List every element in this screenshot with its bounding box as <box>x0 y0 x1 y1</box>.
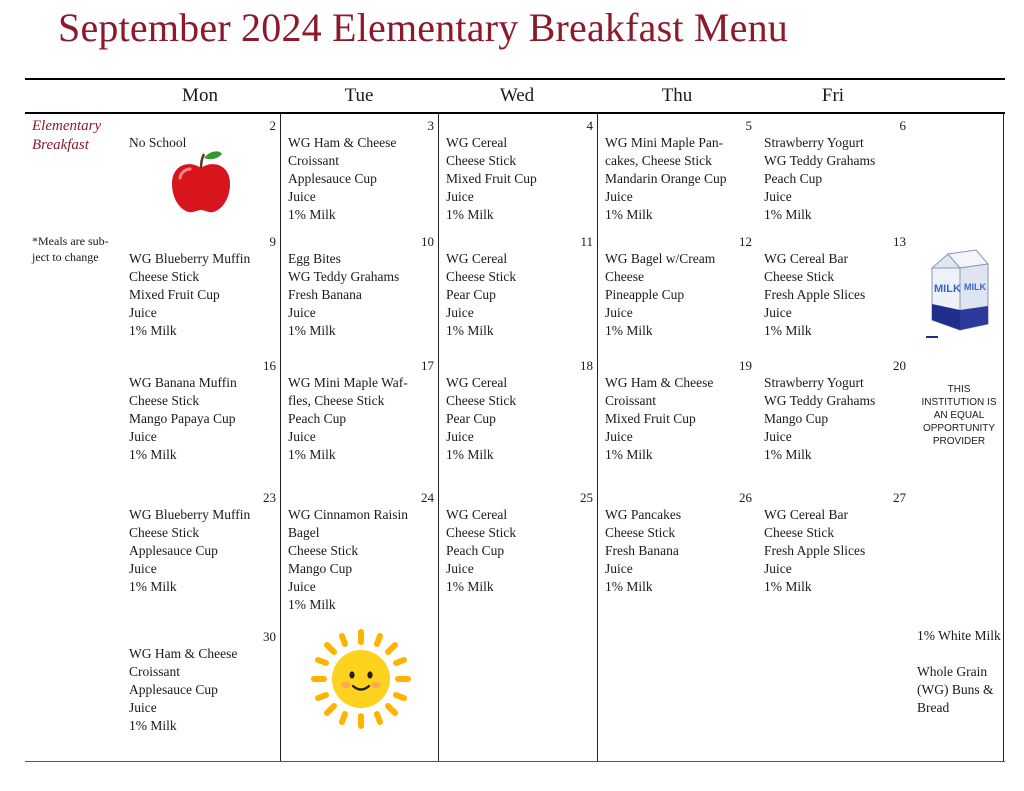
day-cell <box>764 117 906 224</box>
day-header-thu: Thu <box>661 85 693 106</box>
bottom-rule <box>25 761 1005 762</box>
menu-item: 1% Milk <box>605 323 653 338</box>
day-number: 2 <box>269 118 276 133</box>
menu-item: WG Blueberry Muffin <box>129 251 251 266</box>
day-cell <box>288 117 434 224</box>
meals-subject-note: *Meals are sub-ject to change <box>32 234 109 264</box>
day-number: 20 <box>893 358 906 373</box>
header-top-rule <box>25 78 1005 80</box>
menu-item: Peach Cup <box>764 171 823 186</box>
menu-item: Cheese Stick <box>129 393 200 408</box>
menu-item: Applesauce Cup <box>288 171 377 186</box>
menu-item: Cheese <box>605 269 644 284</box>
menu-item: Mango Cup <box>764 411 829 426</box>
day-number: 12 <box>739 234 752 249</box>
menu-item: WG Bagel w/Cream <box>605 251 716 266</box>
column-divider <box>597 114 598 762</box>
menu-item: Pineapple Cup <box>605 287 685 302</box>
menu-item: Fresh Apple Slices <box>764 543 866 558</box>
menu-item: 1% Milk <box>605 447 653 462</box>
day-cell <box>605 489 752 596</box>
menu-item: Applesauce Cup <box>129 543 218 558</box>
menu-item: Juice <box>764 305 792 320</box>
day-number: 4 <box>586 118 593 133</box>
footnote-milk: 1% White Milk <box>917 628 1001 643</box>
day-number: 17 <box>421 358 434 373</box>
menu-item: WG Mini Maple Pan- <box>605 135 724 150</box>
menu-item: Juice <box>764 189 792 204</box>
sidebar-title-line: Elementary <box>32 118 102 134</box>
menu-item: Croissant <box>605 393 657 408</box>
menu-item: Strawberry Yogurt <box>764 375 864 390</box>
menu-item: Pear Cup <box>446 287 496 302</box>
page-title: September 2024 Elementary Breakfast Menu <box>58 5 788 50</box>
day-cell <box>605 357 752 464</box>
menu-item: WG Cinnamon Raisin <box>288 507 408 522</box>
menu-item: 1% Milk <box>605 207 653 222</box>
apple-icon <box>166 148 236 218</box>
menu-item: 1% Milk <box>764 579 812 594</box>
menu-item: WG Cereal <box>446 375 508 390</box>
day-number: 16 <box>263 358 276 373</box>
menu-item: Juice <box>605 561 633 576</box>
svg-text:MILK: MILK <box>934 283 961 295</box>
day-cell <box>446 117 593 224</box>
menu-item: Cheese Stick <box>446 525 517 540</box>
day-number: 23 <box>263 490 276 505</box>
menu-item: Juice <box>764 561 792 576</box>
menu-item: Juice <box>605 305 633 320</box>
menu-item: Juice <box>129 305 157 320</box>
day-cell <box>764 357 906 464</box>
day-number: 25 <box>580 490 593 505</box>
day-number: 9 <box>269 234 276 249</box>
menu-item: Juice <box>446 189 474 204</box>
day-number: 5 <box>745 118 752 133</box>
menu-item: Juice <box>764 429 792 444</box>
day-number: 27 <box>893 490 906 505</box>
menu-item: 1% Milk <box>288 447 336 462</box>
menu-item: Cheese Stick <box>129 269 200 284</box>
day-cell <box>446 489 593 596</box>
day-cell <box>764 489 906 596</box>
menu-item: No School <box>129 135 187 150</box>
menu-item: Juice <box>288 429 316 444</box>
day-cell <box>605 117 752 224</box>
menu-item: Juice <box>446 429 474 444</box>
menu-item: Juice <box>288 189 316 204</box>
menu-item: Juice <box>129 429 157 444</box>
menu-item: 1% Milk <box>446 207 494 222</box>
footnotes <box>917 627 1007 735</box>
day-number: 30 <box>263 629 276 644</box>
menu-item: 1% Milk <box>129 323 177 338</box>
menu-item: Fresh Banana <box>288 287 362 302</box>
menu-item: Juice <box>288 305 316 320</box>
equal-opportunity-statement: THIS INSTITUTION IS AN EQUAL OPPORTUNITY PROVIDER <box>921 384 997 447</box>
column-divider <box>280 114 281 762</box>
menu-item: Mixed Fruit Cup <box>129 287 220 302</box>
day-number: 10 <box>421 234 434 249</box>
menu-item: 1% Milk <box>288 323 336 338</box>
day-cell <box>129 357 276 464</box>
menu-item: Fresh Banana <box>605 543 679 558</box>
menu-item: Cheese Stick <box>129 525 200 540</box>
menu-item: WG Pancakes <box>605 507 682 522</box>
menu-item: WG Cereal <box>446 251 508 266</box>
menu-item: 1% Milk <box>129 447 177 462</box>
day-cell <box>129 489 276 596</box>
day-header-wed: Wed <box>499 85 535 106</box>
day-cell <box>129 233 276 340</box>
day-header-mon: Mon <box>182 85 218 106</box>
menu-item: Juice <box>129 700 157 715</box>
menu-item: 1% Milk <box>764 447 812 462</box>
menu-item: WG Banana Muffin <box>129 375 237 390</box>
day-cell <box>764 233 906 340</box>
menu-item: Egg Bites <box>288 251 341 266</box>
day-cell <box>129 117 276 152</box>
day-cell <box>288 233 434 340</box>
menu-item: WG Ham & Cheese <box>288 135 397 150</box>
footnote-whole-grain: Whole Grain (WG) Buns & Bread <box>917 664 994 715</box>
day-number: 11 <box>580 234 593 249</box>
menu-item: Applesauce Cup <box>129 682 218 697</box>
column-divider <box>438 114 439 762</box>
menu-item: WG Teddy Grahams <box>764 153 876 168</box>
menu-item: Juice <box>129 561 157 576</box>
menu-item: Cheese Stick <box>446 269 517 284</box>
menu-item: WG Cereal <box>446 135 508 150</box>
menu-item: WG Blueberry Muffin <box>129 507 251 522</box>
menu-item: Juice <box>605 189 633 204</box>
day-cell <box>446 233 593 340</box>
milk-carton-icon <box>926 246 992 342</box>
day-number: 3 <box>427 118 434 133</box>
menu-item: fles, Cheese Stick <box>288 393 385 408</box>
day-cell <box>605 233 752 340</box>
menu-item: Cheese Stick <box>605 525 676 540</box>
menu-item: Cheese Stick <box>446 153 517 168</box>
menu-item: WG Cereal Bar <box>764 251 848 266</box>
menu-item: 1% Milk <box>288 597 336 612</box>
menu-item: WG Cereal Bar <box>764 507 848 522</box>
sun-icon <box>310 628 412 730</box>
day-cell <box>446 357 593 464</box>
menu-item: Croissant <box>129 664 181 679</box>
menu-item: Croissant <box>288 153 340 168</box>
menu-item: Peach Cup <box>446 543 505 558</box>
day-cell <box>129 628 276 735</box>
menu-item: Mango Cup <box>288 561 353 576</box>
menu-item: WG Teddy Grahams <box>288 269 400 284</box>
menu-item: Cheese Stick <box>288 543 359 558</box>
day-number: 26 <box>739 490 752 505</box>
sidebar-title <box>32 117 101 155</box>
menu-item: Cheese Stick <box>446 393 517 408</box>
menu-item: WG Cereal <box>446 507 508 522</box>
menu-item: Cheese Stick <box>764 269 835 284</box>
svg-text:MILK: MILK <box>964 282 986 292</box>
menu-item: 1% Milk <box>129 718 177 733</box>
menu-item: Cheese Stick <box>764 525 835 540</box>
menu-item: Mandarin Orange Cup <box>605 171 727 186</box>
menu-item: 1% Milk <box>129 579 177 594</box>
menu-item: Mixed Fruit Cup <box>446 171 537 186</box>
menu-item: Strawberry Yogurt <box>764 135 864 150</box>
menu-item: Peach Cup <box>288 411 347 426</box>
menu-item: cakes, Cheese Stick <box>605 153 712 168</box>
menu-item: WG Ham & Cheese <box>129 646 238 661</box>
day-number: 24 <box>421 490 434 505</box>
menu-item: Pear Cup <box>446 411 496 426</box>
menu-item: Mango Papaya Cup <box>129 411 236 426</box>
menu-item: 1% Milk <box>446 447 494 462</box>
menu-item: Juice <box>605 429 633 444</box>
menu-item: 1% Milk <box>764 207 812 222</box>
day-header-fri: Fri <box>821 85 845 106</box>
day-number: 13 <box>893 234 906 249</box>
day-header-tue: Tue <box>344 85 374 106</box>
day-number: 18 <box>580 358 593 373</box>
menu-item: Bagel <box>288 525 320 540</box>
menu-item: 1% Milk <box>764 323 812 338</box>
day-cell <box>288 357 434 464</box>
menu-item: WG Mini Maple Waf- <box>288 375 408 390</box>
header-bottom-rule <box>25 112 1005 114</box>
menu-item: Mixed Fruit Cup <box>605 411 696 426</box>
menu-item: 1% Milk <box>605 579 653 594</box>
menu-item: Fresh Apple Slices <box>764 287 866 302</box>
menu-item: Juice <box>446 561 474 576</box>
menu-item: WG Teddy Grahams <box>764 393 876 408</box>
day-number: 19 <box>739 358 752 373</box>
menu-item: 1% Milk <box>288 207 336 222</box>
day-cell <box>288 489 434 614</box>
sidebar-title-line: Breakfast <box>32 137 89 153</box>
menu-item: Juice <box>446 305 474 320</box>
day-number: 6 <box>899 118 906 133</box>
menu-item: WG Ham & Cheese <box>605 375 714 390</box>
menu-item: 1% Milk <box>446 579 494 594</box>
menu-item: 1% Milk <box>446 323 494 338</box>
menu-item: Juice <box>288 579 316 594</box>
